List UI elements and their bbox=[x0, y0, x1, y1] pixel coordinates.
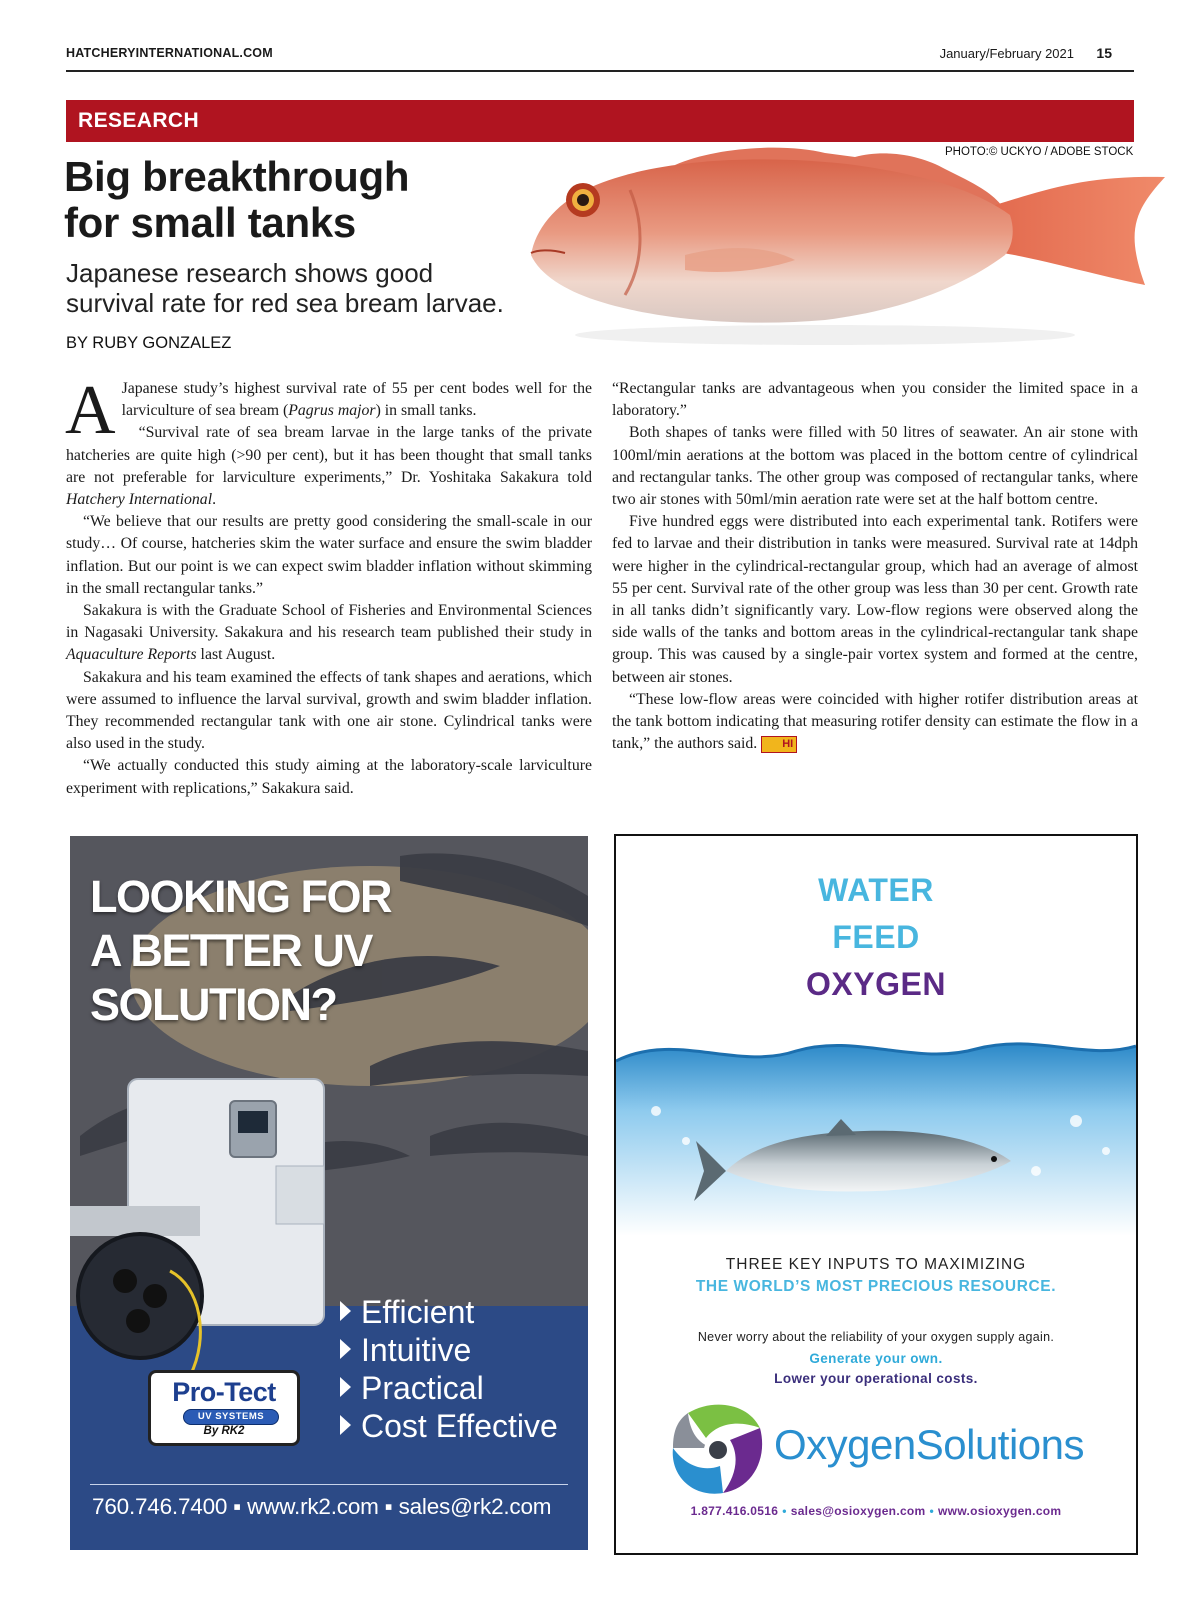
paragraph: “These low-flow areas were coincided with higher rotifer distribution areas at the tank bottom indicating that measuring rotifer density can estimate the flow in a tank,” the authors said. HI bbox=[612, 690, 1138, 753]
paragraph: “We believe that our results are pretty good considering the small-scale in our study… Of course, hatcheries skim the water surface and ensure the swim bladder inflation. But our point is we can expect swim bladder inflation without skimming in the small rectangular tanks.” bbox=[66, 513, 592, 597]
protect-logo-name: Pro-Tect bbox=[172, 1377, 276, 1407]
oxy-body-1: Never worry about the reliability of your oxygen supply again. bbox=[697, 1330, 1055, 1344]
article-deck bbox=[66, 258, 626, 318]
site-name: HATCHERYINTERNATIONAL.COM bbox=[66, 46, 273, 60]
oxy-body-3: Lower your operational costs. bbox=[774, 1371, 978, 1386]
ad-oxygen-solutions[interactable] bbox=[614, 834, 1138, 1555]
paragraph: A Japanese study’s highest survival rate of 55 per cent bodes well for the larviculture of sea bream (Pagrus major) in small tanks. bbox=[65, 372, 592, 449]
protect-logo-band: UV SYSTEMS bbox=[183, 1409, 279, 1425]
paragraph: Sakakura is with the Graduate School of Fisheries and Environmental Sciences in Nagasaki University. Sakakura and his research team published their study in Aquaculture Reports last August. bbox=[66, 602, 592, 664]
uv-headline-line-2: A BETTER UV bbox=[90, 925, 372, 976]
oxy-contact-line: 1.877.416.0516 • sales@osioxygen.com • www.osioxygen.com bbox=[690, 1504, 1062, 1518]
oxy-website-link[interactable]: www.osioxygen.com bbox=[938, 1504, 1062, 1518]
headline-line-1: Big breakthrough bbox=[64, 153, 410, 200]
photo-credit: PHOTO:© UCKYO / ADOBE STOCK bbox=[945, 146, 1134, 158]
oxy-email-link[interactable]: sales@osioxygen.com bbox=[790, 1504, 926, 1518]
oxy-word-water: WATER bbox=[818, 872, 934, 908]
oxy-tagline-1: THREE KEY INPUTS TO MAXIMIZING bbox=[725, 1256, 1027, 1273]
ad-protect-uv[interactable] bbox=[70, 836, 588, 1550]
uv-bullet-4: Cost Effective bbox=[340, 1408, 558, 1444]
uv-headline-line-1: LOOKING FOR bbox=[90, 871, 391, 922]
uv-bullet-1: Efficient bbox=[340, 1294, 474, 1330]
section-label: RESEARCH bbox=[78, 109, 200, 132]
oxy-body-2: Generate your own. bbox=[809, 1351, 943, 1366]
uv-ad-headline bbox=[90, 870, 420, 1032]
uv-headline-line-3: SOLUTION? bbox=[90, 979, 337, 1030]
issue-date: January/February 2021 bbox=[939, 46, 1074, 61]
brand-part-2: Solutions bbox=[915, 1421, 1085, 1468]
deck-line-2: survival rate for red sea bream larvae. bbox=[66, 288, 504, 318]
uv-ad-divider bbox=[90, 1484, 568, 1485]
protect-logo bbox=[148, 1370, 300, 1446]
oxy-tagline-2: THE WORLD’S MOST PRECIOUS RESOURCE. bbox=[695, 1278, 1057, 1295]
oxygen-solutions-logo-icon bbox=[668, 1398, 768, 1498]
article-column-right bbox=[612, 378, 1138, 755]
paragraph: “Rectangular tanks are advantageous when you consider the limited space in a laboratory.” bbox=[612, 380, 1138, 420]
paragraph: “We actually conducted this study aiming at the laboratory-scale larviculture experiment with replications,” Sakakura said. bbox=[66, 757, 592, 797]
salmon-water-illustration bbox=[616, 1021, 1136, 1236]
oxygen-solutions-wordmark bbox=[774, 1421, 1084, 1469]
headline-line-2: for small tanks bbox=[64, 199, 356, 246]
triangle-icon bbox=[340, 1339, 351, 1359]
triangle-icon bbox=[340, 1301, 351, 1321]
oxy-word-oxygen: OXYGEN bbox=[806, 966, 946, 1002]
end-of-article-mark: HI bbox=[761, 736, 797, 753]
paragraph: Both shapes of tanks were filled with 50 litres of seawater. An air stone with 100ml/min aerations at the bottom was placed in the bottom centre of cylindrical and rectangular tanks. The other group was composed of rectangular tanks, where two air stones with 50ml/min aeration rate were set at the half bottom centre. bbox=[612, 424, 1138, 509]
oxy-word-feed: FEED bbox=[832, 919, 920, 955]
brand-part-1: Oxygen bbox=[774, 1421, 916, 1468]
paragraph: Sakakura and his team examined the effects of tank shapes and aerations, which were assumed to influence the larval survival, growth and swim bladder inflation. They recommended rectangular tank with one air stone. Cylindrical tanks were also used in the study. bbox=[66, 668, 592, 753]
uv-bullet-3: Practical bbox=[340, 1370, 484, 1406]
protect-logo-by: By RK2 bbox=[203, 1425, 245, 1437]
triangle-icon bbox=[340, 1415, 351, 1435]
page-number: 15 bbox=[1096, 45, 1112, 61]
deck-line-1: Japanese research shows good bbox=[66, 258, 434, 288]
byline: BY RUBY GONZALEZ bbox=[66, 334, 232, 352]
uv-ad-contact[interactable]: 760.746.7400 ▪ www.rk2.com ▪ sales@rk2.com bbox=[92, 1494, 552, 1519]
triangle-icon bbox=[340, 1377, 351, 1397]
oxy-phone[interactable]: 1.877.416.0516 bbox=[690, 1504, 779, 1518]
paragraph: Five hundred eggs were distributed into each experimental tank. Rotifers were fed to larvae and their distribution in tanks were measured. Survival rate at 14dph were higher in the cylindrical-rectangular group, which had an average of almost 55 per cent. Survival rate of the other group was less than 30 per cent. Growth rate in all tanks didn’t significantly vary. Low-flow regions were observed along the side walls of the tanks and bottom areas in the cylindrical-rectangular tank shape group. This was caused by a single-pair vortex system and formed at the centre, between air stones. bbox=[612, 513, 1138, 686]
header-rule bbox=[66, 70, 1134, 72]
uv-bullet-2: Intuitive bbox=[340, 1332, 471, 1368]
article-headline bbox=[64, 154, 504, 246]
drop-cap: A bbox=[65, 372, 116, 449]
article-column-left bbox=[65, 372, 592, 800]
paragraph: “Survival rate of sea bream larvae in the large tanks of the private hatcheries are quite high (>90 per cent), but it has been thought that small tanks are not preferable for larviculture experiments,” Dr. Yoshitaka Sakakura told Hatchery International. bbox=[66, 424, 592, 509]
